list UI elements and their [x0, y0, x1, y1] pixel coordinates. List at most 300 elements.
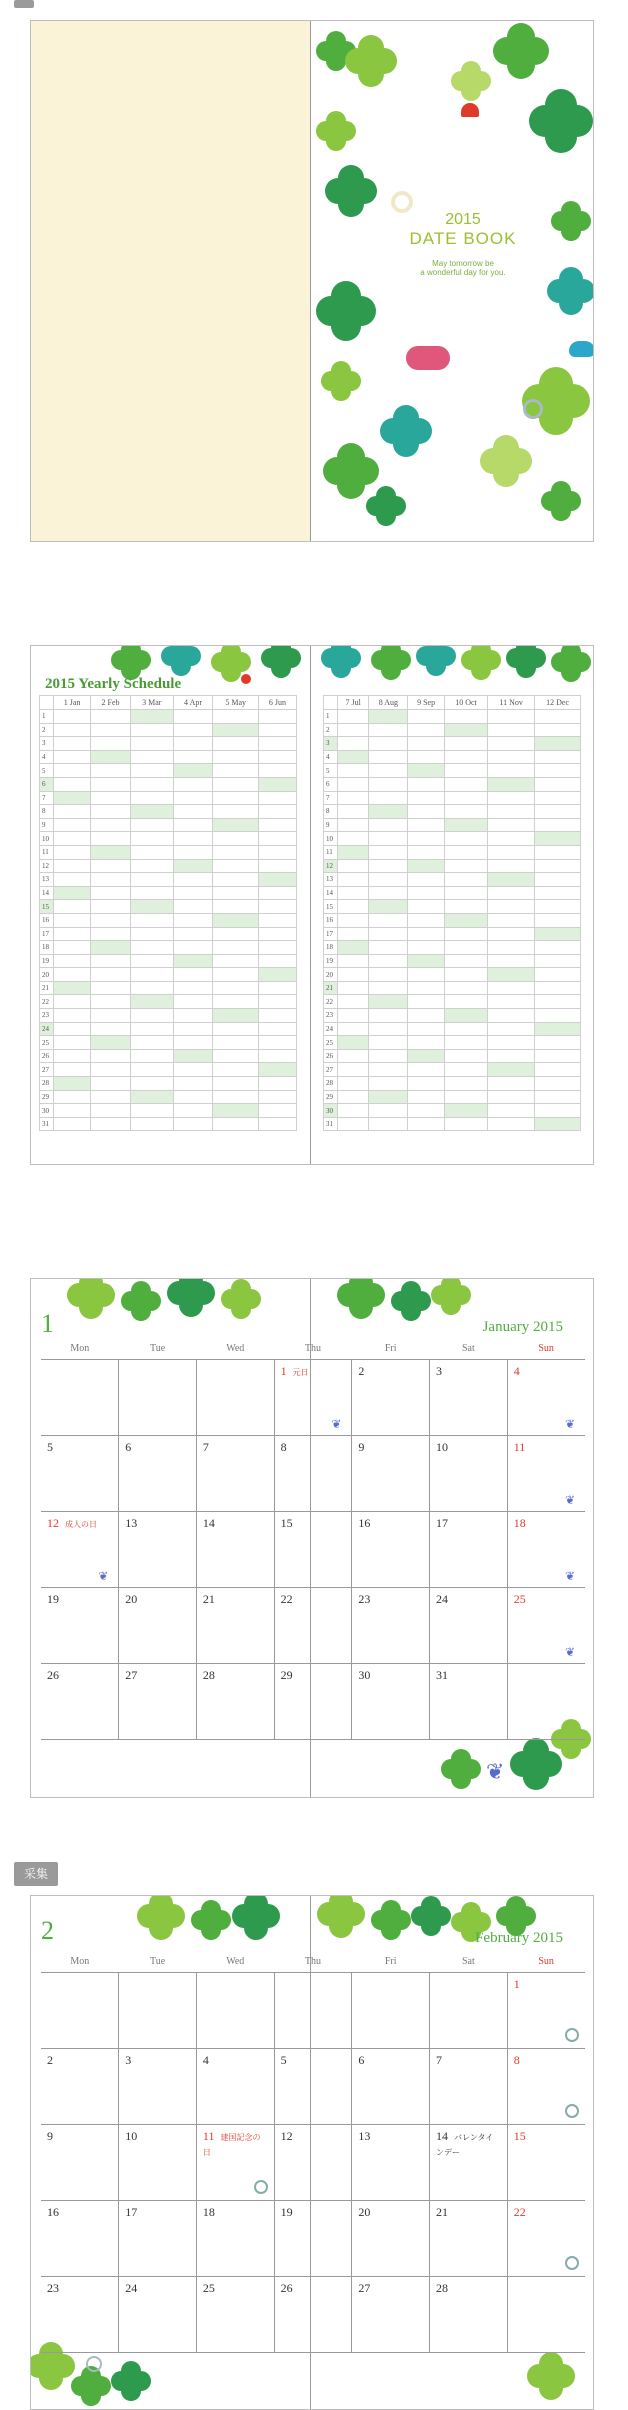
calendar-day-cell[interactable] — [430, 1972, 508, 2048]
schedule-cell[interactable] — [338, 954, 369, 968]
schedule-cell[interactable] — [369, 886, 408, 900]
schedule-cell[interactable] — [535, 1022, 581, 1036]
calendar-day-cell[interactable] — [41, 1359, 119, 1435]
calendar-day-cell[interactable] — [274, 1511, 352, 1587]
schedule-cell[interactable] — [535, 954, 581, 968]
calendar-day-cell[interactable] — [507, 2200, 585, 2276]
schedule-cell[interactable] — [130, 791, 173, 805]
schedule-cell[interactable] — [488, 845, 535, 859]
schedule-cell[interactable] — [408, 954, 444, 968]
schedule-cell[interactable] — [488, 900, 535, 914]
schedule-cell[interactable] — [444, 723, 487, 737]
schedule-cell[interactable] — [444, 900, 487, 914]
schedule-cell[interactable] — [130, 764, 173, 778]
schedule-cell[interactable] — [488, 750, 535, 764]
schedule-cell[interactable] — [54, 1022, 91, 1036]
schedule-cell[interactable] — [535, 777, 581, 791]
schedule-cell[interactable] — [213, 1077, 258, 1091]
calendar-day-cell[interactable] — [507, 1663, 585, 1739]
schedule-cell[interactable] — [54, 1036, 91, 1050]
schedule-cell[interactable] — [535, 995, 581, 1009]
schedule-cell[interactable] — [258, 981, 296, 995]
calendar-day-cell[interactable] — [352, 1511, 430, 1587]
schedule-cell[interactable] — [173, 1036, 213, 1050]
calendar-day-cell[interactable] — [507, 2276, 585, 2352]
schedule-cell[interactable] — [338, 750, 369, 764]
schedule-cell[interactable] — [408, 750, 444, 764]
schedule-cell[interactable] — [444, 1104, 487, 1118]
calendar-day-cell[interactable] — [507, 1972, 585, 2048]
schedule-cell[interactable] — [369, 873, 408, 887]
schedule-cell[interactable] — [91, 845, 131, 859]
schedule-cell[interactable] — [369, 845, 408, 859]
calendar-day-cell[interactable] — [274, 1435, 352, 1511]
schedule-cell[interactable] — [444, 886, 487, 900]
schedule-cell[interactable] — [173, 1049, 213, 1063]
schedule-cell[interactable] — [369, 1117, 408, 1131]
schedule-cell[interactable] — [258, 941, 296, 955]
schedule-cell[interactable] — [213, 845, 258, 859]
schedule-cell[interactable] — [488, 737, 535, 751]
schedule-cell[interactable] — [488, 777, 535, 791]
schedule-cell[interactable] — [408, 805, 444, 819]
schedule-cell[interactable] — [213, 777, 258, 791]
schedule-cell[interactable] — [173, 954, 213, 968]
schedule-cell[interactable] — [444, 859, 487, 873]
calendar-day-cell[interactable] — [196, 1587, 274, 1663]
schedule-cell[interactable] — [91, 873, 131, 887]
schedule-cell[interactable] — [488, 886, 535, 900]
schedule-cell[interactable] — [173, 1077, 213, 1091]
calendar-day-cell[interactable] — [352, 1972, 430, 2048]
schedule-cell[interactable] — [173, 710, 213, 724]
schedule-cell[interactable] — [488, 1022, 535, 1036]
schedule-cell[interactable] — [173, 927, 213, 941]
schedule-cell[interactable] — [54, 859, 91, 873]
schedule-cell[interactable] — [173, 1104, 213, 1118]
schedule-cell[interactable] — [173, 941, 213, 955]
calendar-day-cell[interactable] — [196, 2200, 274, 2276]
schedule-cell[interactable] — [408, 913, 444, 927]
schedule-cell[interactable] — [535, 805, 581, 819]
schedule-cell[interactable] — [488, 791, 535, 805]
schedule-cell[interactable] — [488, 818, 535, 832]
calendar-day-cell[interactable] — [196, 1663, 274, 1739]
schedule-cell[interactable] — [213, 750, 258, 764]
schedule-cell[interactable] — [408, 1104, 444, 1118]
schedule-cell[interactable] — [130, 818, 173, 832]
schedule-cell[interactable] — [54, 873, 91, 887]
schedule-cell[interactable] — [130, 941, 173, 955]
schedule-cell[interactable] — [54, 1049, 91, 1063]
schedule-cell[interactable] — [258, 832, 296, 846]
calendar-day-cell[interactable] — [507, 2048, 585, 2124]
schedule-cell[interactable] — [444, 981, 487, 995]
schedule-cell[interactable] — [444, 913, 487, 927]
schedule-cell[interactable] — [213, 873, 258, 887]
schedule-cell[interactable] — [91, 913, 131, 927]
schedule-cell[interactable] — [91, 886, 131, 900]
schedule-cell[interactable] — [408, 1090, 444, 1104]
schedule-cell[interactable] — [369, 941, 408, 955]
schedule-cell[interactable] — [91, 1090, 131, 1104]
schedule-cell[interactable] — [130, 981, 173, 995]
schedule-cell[interactable] — [535, 737, 581, 751]
calendar-day-cell[interactable] — [274, 2200, 352, 2276]
schedule-cell[interactable] — [173, 845, 213, 859]
schedule-cell[interactable] — [338, 1022, 369, 1036]
calendar-day-cell[interactable] — [274, 2124, 352, 2200]
schedule-cell[interactable] — [488, 1077, 535, 1091]
schedule-cell[interactable] — [91, 723, 131, 737]
schedule-cell[interactable] — [338, 1104, 369, 1118]
schedule-cell[interactable] — [54, 1090, 91, 1104]
schedule-cell[interactable] — [488, 873, 535, 887]
schedule-cell[interactable] — [258, 968, 296, 982]
calendar-day-cell[interactable] — [274, 2048, 352, 2124]
calendar-day-cell[interactable] — [119, 1587, 197, 1663]
calendar-day-cell[interactable] — [430, 2276, 508, 2352]
schedule-cell[interactable] — [130, 900, 173, 914]
schedule-cell[interactable] — [173, 777, 213, 791]
schedule-cell[interactable] — [258, 1049, 296, 1063]
schedule-cell[interactable] — [130, 995, 173, 1009]
schedule-cell[interactable] — [408, 737, 444, 751]
schedule-cell[interactable] — [408, 1063, 444, 1077]
schedule-cell[interactable] — [173, 900, 213, 914]
schedule-cell[interactable] — [173, 968, 213, 982]
schedule-cell[interactable] — [173, 805, 213, 819]
schedule-cell[interactable] — [444, 927, 487, 941]
schedule-cell[interactable] — [54, 1117, 91, 1131]
schedule-cell[interactable] — [338, 981, 369, 995]
calendar-day-cell[interactable] — [507, 1511, 585, 1587]
schedule-cell[interactable] — [338, 737, 369, 751]
schedule-cell[interactable] — [258, 791, 296, 805]
schedule-cell[interactable] — [535, 723, 581, 737]
schedule-cell[interactable] — [535, 1036, 581, 1050]
schedule-cell[interactable] — [213, 954, 258, 968]
schedule-cell[interactable] — [369, 764, 408, 778]
schedule-cell[interactable] — [408, 873, 444, 887]
calendar-day-cell[interactable] — [430, 1587, 508, 1663]
schedule-cell[interactable] — [130, 723, 173, 737]
calendar-day-cell[interactable] — [352, 2124, 430, 2200]
schedule-cell[interactable] — [488, 859, 535, 873]
schedule-cell[interactable] — [488, 764, 535, 778]
schedule-cell[interactable] — [369, 981, 408, 995]
schedule-cell[interactable] — [91, 805, 131, 819]
schedule-cell[interactable] — [535, 1077, 581, 1091]
schedule-cell[interactable] — [91, 1009, 131, 1023]
schedule-cell[interactable] — [213, 995, 258, 1009]
schedule-cell[interactable] — [213, 1009, 258, 1023]
schedule-cell[interactable] — [173, 995, 213, 1009]
schedule-cell[interactable] — [488, 805, 535, 819]
schedule-cell[interactable] — [130, 737, 173, 751]
calendar-day-cell[interactable] — [430, 1359, 508, 1435]
schedule-cell[interactable] — [54, 1063, 91, 1077]
schedule-cell[interactable] — [535, 1063, 581, 1077]
schedule-cell[interactable] — [369, 791, 408, 805]
schedule-cell[interactable] — [173, 737, 213, 751]
schedule-cell[interactable] — [369, 723, 408, 737]
schedule-cell[interactable] — [213, 710, 258, 724]
schedule-cell[interactable] — [444, 1009, 487, 1023]
schedule-cell[interactable] — [338, 1090, 369, 1104]
schedule-cell[interactable] — [213, 805, 258, 819]
schedule-cell[interactable] — [444, 1049, 487, 1063]
schedule-cell[interactable] — [408, 710, 444, 724]
calendar-day-cell[interactable] — [41, 1663, 119, 1739]
schedule-cell[interactable] — [213, 927, 258, 941]
calendar-day-cell[interactable] — [41, 2048, 119, 2124]
schedule-cell[interactable] — [444, 1022, 487, 1036]
schedule-cell[interactable] — [338, 995, 369, 1009]
calendar-day-cell[interactable] — [119, 1359, 197, 1435]
schedule-cell[interactable] — [408, 832, 444, 846]
schedule-cell[interactable] — [338, 1077, 369, 1091]
schedule-cell[interactable] — [338, 1049, 369, 1063]
calendar-day-cell[interactable] — [430, 1511, 508, 1587]
schedule-cell[interactable] — [54, 886, 91, 900]
schedule-cell[interactable] — [369, 1009, 408, 1023]
schedule-cell[interactable] — [173, 1117, 213, 1131]
calendar-day-cell[interactable] — [352, 1435, 430, 1511]
schedule-cell[interactable] — [535, 941, 581, 955]
calendar-day-cell[interactable] — [196, 2048, 274, 2124]
schedule-cell[interactable] — [408, 723, 444, 737]
schedule-cell[interactable] — [444, 1077, 487, 1091]
schedule-cell[interactable] — [338, 818, 369, 832]
schedule-cell[interactable] — [258, 900, 296, 914]
schedule-cell[interactable] — [488, 927, 535, 941]
schedule-cell[interactable] — [488, 832, 535, 846]
schedule-cell[interactable] — [338, 832, 369, 846]
schedule-cell[interactable] — [54, 791, 91, 805]
schedule-cell[interactable] — [444, 764, 487, 778]
calendar-day-cell[interactable] — [352, 1663, 430, 1739]
schedule-cell[interactable] — [213, 818, 258, 832]
schedule-cell[interactable] — [338, 723, 369, 737]
calendar-day-cell[interactable] — [196, 2276, 274, 2352]
calendar-day-cell[interactable] — [41, 2276, 119, 2352]
schedule-cell[interactable] — [258, 1104, 296, 1118]
calendar-day-cell[interactable] — [196, 1511, 274, 1587]
schedule-cell[interactable] — [408, 818, 444, 832]
schedule-cell[interactable] — [258, 1036, 296, 1050]
schedule-cell[interactable] — [130, 927, 173, 941]
schedule-cell[interactable] — [444, 1063, 487, 1077]
schedule-cell[interactable] — [258, 845, 296, 859]
schedule-cell[interactable] — [535, 886, 581, 900]
schedule-cell[interactable] — [535, 832, 581, 846]
schedule-cell[interactable] — [54, 832, 91, 846]
schedule-cell[interactable] — [444, 873, 487, 887]
schedule-cell[interactable] — [444, 818, 487, 832]
schedule-cell[interactable] — [91, 927, 131, 941]
schedule-cell[interactable] — [535, 968, 581, 982]
schedule-cell[interactable] — [91, 954, 131, 968]
schedule-cell[interactable] — [535, 1049, 581, 1063]
calendar-day-cell[interactable] — [430, 2124, 508, 2200]
schedule-cell[interactable] — [54, 737, 91, 751]
schedule-cell[interactable] — [91, 1117, 131, 1131]
schedule-cell[interactable] — [213, 791, 258, 805]
schedule-cell[interactable] — [91, 777, 131, 791]
schedule-cell[interactable] — [408, 764, 444, 778]
schedule-cell[interactable] — [54, 845, 91, 859]
schedule-cell[interactable] — [408, 941, 444, 955]
schedule-cell[interactable] — [408, 886, 444, 900]
schedule-cell[interactable] — [213, 900, 258, 914]
schedule-cell[interactable] — [173, 913, 213, 927]
schedule-cell[interactable] — [408, 995, 444, 1009]
schedule-cell[interactable] — [54, 968, 91, 982]
schedule-cell[interactable] — [488, 1036, 535, 1050]
schedule-cell[interactable] — [54, 710, 91, 724]
schedule-cell[interactable] — [54, 777, 91, 791]
schedule-cell[interactable] — [488, 1117, 535, 1131]
schedule-cell[interactable] — [535, 845, 581, 859]
schedule-cell[interactable] — [258, 1063, 296, 1077]
schedule-cell[interactable] — [213, 737, 258, 751]
calendar-day-cell[interactable] — [430, 2200, 508, 2276]
schedule-cell[interactable] — [369, 1022, 408, 1036]
calendar-day-cell[interactable] — [119, 2048, 197, 2124]
schedule-cell[interactable] — [535, 873, 581, 887]
schedule-cell[interactable] — [54, 818, 91, 832]
schedule-cell[interactable] — [173, 723, 213, 737]
schedule-cell[interactable] — [258, 764, 296, 778]
schedule-cell[interactable] — [130, 1090, 173, 1104]
schedule-cell[interactable] — [338, 845, 369, 859]
schedule-cell[interactable] — [535, 859, 581, 873]
schedule-cell[interactable] — [444, 968, 487, 982]
schedule-cell[interactable] — [408, 1049, 444, 1063]
schedule-cell[interactable] — [258, 777, 296, 791]
schedule-cell[interactable] — [258, 710, 296, 724]
schedule-cell[interactable] — [535, 764, 581, 778]
schedule-cell[interactable] — [130, 1036, 173, 1050]
schedule-cell[interactable] — [130, 859, 173, 873]
schedule-cell[interactable] — [488, 1090, 535, 1104]
schedule-cell[interactable] — [369, 1036, 408, 1050]
schedule-cell[interactable] — [54, 1077, 91, 1091]
calendar-day-cell[interactable] — [196, 1359, 274, 1435]
schedule-cell[interactable] — [258, 805, 296, 819]
schedule-cell[interactable] — [369, 900, 408, 914]
schedule-cell[interactable] — [213, 981, 258, 995]
calendar-day-cell[interactable] — [352, 1359, 430, 1435]
schedule-cell[interactable] — [173, 818, 213, 832]
schedule-cell[interactable] — [338, 913, 369, 927]
schedule-cell[interactable] — [258, 1117, 296, 1131]
schedule-cell[interactable] — [369, 954, 408, 968]
schedule-cell[interactable] — [408, 900, 444, 914]
calendar-day-cell[interactable] — [41, 2200, 119, 2276]
schedule-cell[interactable] — [173, 791, 213, 805]
schedule-cell[interactable] — [91, 1104, 131, 1118]
schedule-cell[interactable] — [408, 845, 444, 859]
schedule-cell[interactable] — [488, 723, 535, 737]
calendar-day-cell[interactable] — [119, 2276, 197, 2352]
schedule-cell[interactable] — [91, 791, 131, 805]
schedule-cell[interactable] — [444, 941, 487, 955]
schedule-cell[interactable] — [258, 859, 296, 873]
schedule-cell[interactable] — [173, 981, 213, 995]
calendar-day-cell[interactable] — [119, 1972, 197, 2048]
schedule-cell[interactable] — [54, 981, 91, 995]
schedule-cell[interactable] — [213, 968, 258, 982]
schedule-cell[interactable] — [258, 1009, 296, 1023]
schedule-cell[interactable] — [535, 981, 581, 995]
schedule-cell[interactable] — [213, 913, 258, 927]
schedule-cell[interactable] — [369, 832, 408, 846]
schedule-cell[interactable] — [369, 1104, 408, 1118]
schedule-cell[interactable] — [338, 791, 369, 805]
calendar-day-cell[interactable] — [41, 1511, 119, 1587]
schedule-cell[interactable] — [338, 1063, 369, 1077]
schedule-cell[interactable] — [91, 900, 131, 914]
calendar-day-cell[interactable] — [196, 1435, 274, 1511]
calendar-day-cell[interactable] — [196, 1972, 274, 2048]
schedule-cell[interactable] — [173, 832, 213, 846]
schedule-cell[interactable] — [535, 913, 581, 927]
schedule-cell[interactable] — [213, 886, 258, 900]
schedule-cell[interactable] — [173, 750, 213, 764]
schedule-cell[interactable] — [213, 764, 258, 778]
schedule-cell[interactable] — [488, 1049, 535, 1063]
schedule-cell[interactable] — [130, 1049, 173, 1063]
calendar-day-cell[interactable] — [119, 2124, 197, 2200]
schedule-cell[interactable] — [130, 1077, 173, 1091]
calendar-day-cell[interactable] — [274, 1663, 352, 1739]
schedule-cell[interactable] — [369, 1049, 408, 1063]
schedule-cell[interactable] — [408, 1009, 444, 1023]
calendar-day-cell[interactable] — [507, 1359, 585, 1435]
schedule-cell[interactable] — [258, 1090, 296, 1104]
calendar-day-cell[interactable] — [41, 1435, 119, 1511]
schedule-cell[interactable] — [130, 777, 173, 791]
calendar-day-cell[interactable] — [352, 2048, 430, 2124]
calendar-day-cell[interactable] — [274, 1359, 352, 1435]
calendar-day-cell[interactable] — [507, 1435, 585, 1511]
schedule-cell[interactable] — [408, 1077, 444, 1091]
schedule-cell[interactable] — [91, 764, 131, 778]
schedule-cell[interactable] — [213, 1022, 258, 1036]
schedule-cell[interactable] — [258, 873, 296, 887]
schedule-cell[interactable] — [444, 1090, 487, 1104]
schedule-cell[interactable] — [369, 968, 408, 982]
schedule-cell[interactable] — [488, 1063, 535, 1077]
schedule-cell[interactable] — [54, 723, 91, 737]
schedule-cell[interactable] — [369, 737, 408, 751]
schedule-cell[interactable] — [338, 859, 369, 873]
schedule-cell[interactable] — [54, 927, 91, 941]
schedule-cell[interactable] — [91, 1063, 131, 1077]
schedule-cell[interactable] — [338, 968, 369, 982]
schedule-cell[interactable] — [258, 1022, 296, 1036]
schedule-cell[interactable] — [54, 900, 91, 914]
schedule-cell[interactable] — [535, 1090, 581, 1104]
schedule-cell[interactable] — [258, 954, 296, 968]
schedule-cell[interactable] — [338, 941, 369, 955]
schedule-cell[interactable] — [488, 710, 535, 724]
schedule-cell[interactable] — [91, 1022, 131, 1036]
schedule-cell[interactable] — [369, 1077, 408, 1091]
schedule-cell[interactable] — [258, 886, 296, 900]
